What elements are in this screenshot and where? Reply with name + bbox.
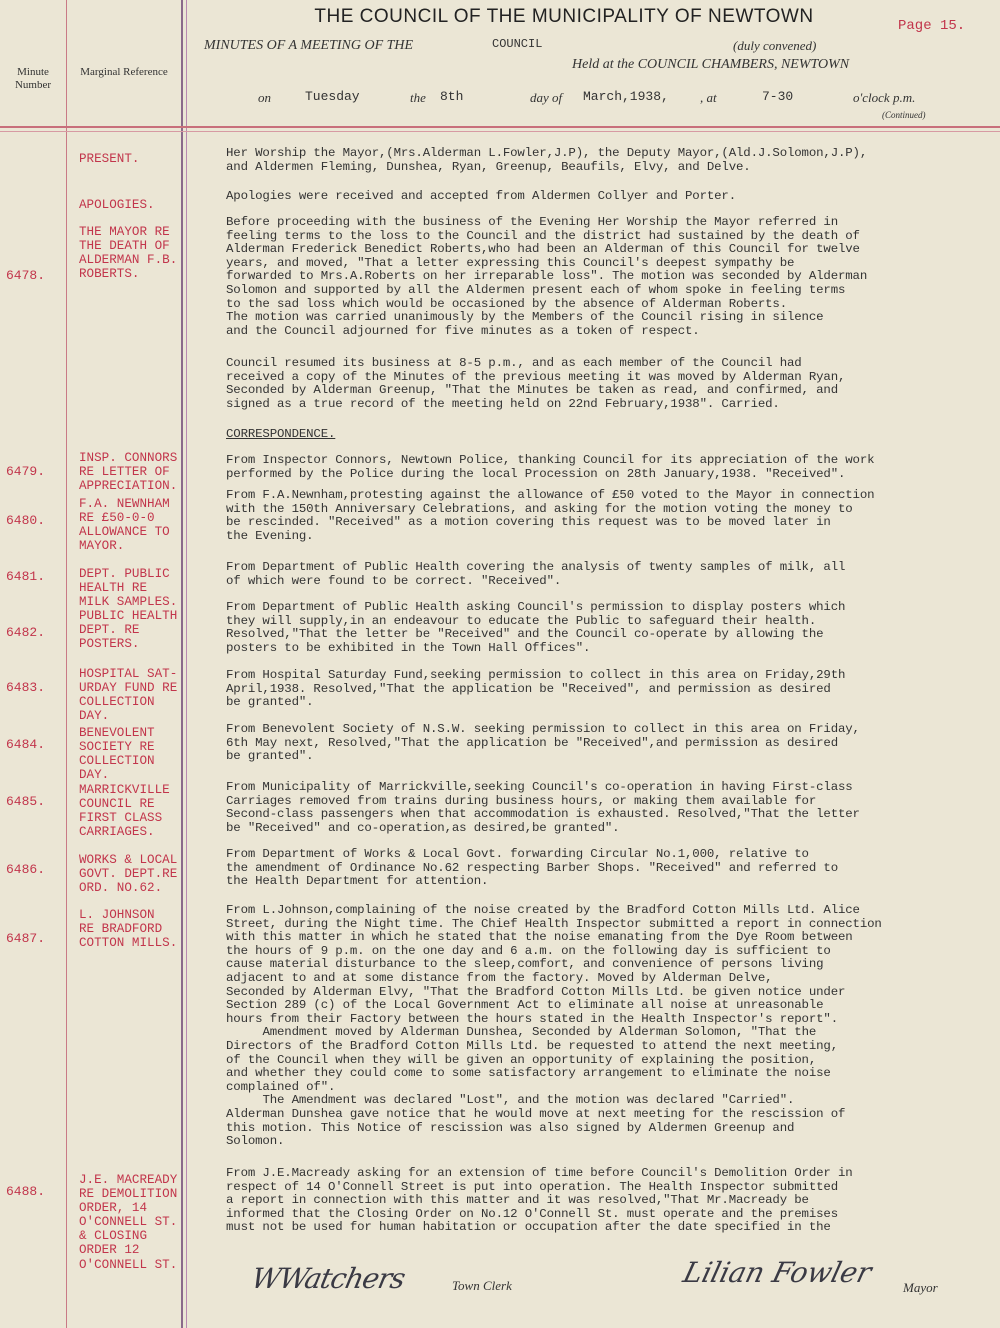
- minute-body: From L.Johnson,complaining of the noise created by the Bradford Cotton Mills Ltd. Alice Street, during the Night time. The Chief Health Inspector submitted a report in connection with this matter in which he stated that the noise emanating from the Dye Room between the hours of 9 p.m. on the one day and 6 a.m. on the following day is sufficient to cause material disturbance to the sleep,comfort, and convenience of persons living adjacent to and at some distance from the factory. Moved by Alderman Delve, Seconded by Alderman Elvy, "That the Bradford Cotton Mills Ltd. be given notice under Section 289 (c) of the Local Government Act to eliminate all noise at unreasonable hours from their Factory between the hours stated in the Health Inspector's report". Amendment moved by Alderman Dunshea, Seconded by Alderman Solomon, "That the Directors of the Bradford Cotton Mills Ltd. be requested to attend the next meeting, of the Council when they will be given an opportunity of explaining the position, and whether they could come to some satisfactory arrangement to eliminate the noise complained of". The Amendment was declared "Lost", and the motion was declared "Carried". Alderman Dunshea gave notice that he would move at next meeting for the rescission of this motion. This Notice of rescission was also signed by Aldermen Greenup and Solomon.: [226, 903, 882, 1149]
- marginal-reference: HOSPITAL SAT- URDAY FUND RE COLLECTION DAY.: [79, 667, 178, 724]
- meeting-date: 8th: [440, 89, 464, 104]
- page-title: THE COUNCIL OF THE MUNICIPALITY OF NEWTOWN: [314, 6, 814, 27]
- marginal-reference: BENEVOLENT SOCIETY RE COLLECTION DAY.: [79, 726, 155, 783]
- town-clerk-signature: WWatchers: [248, 1262, 408, 1295]
- minute-body: Council resumed its business at 8-5 p.m., and as each member of the Council had received a copy of the Minutes of the previous meeting it was moved by Alderman Ryan, Seconded by Alderman Greenup, "That the Minutes be taken as read, and confirmed, and signed as a true record of the meeting held on 22nd February,1938". Carried.: [226, 356, 846, 411]
- marginal-reference: PRESENT.: [79, 152, 140, 166]
- minute-body: Before proceeding with the business of the Evening Her Worship the Mayor referred in feeling terms to the loss to the Council and the district had sustained by the death of Alderman Frederick Benedict Roberts,who had been an Alderman of this Council for twelve years, and moved, "That a letter expressing this Council's deepest sympathy be forwarded to Mrs.A.Roberts on her irreparable loss". The motion was seconded by Alderman Solomon and supported by all the Aldermen present each of whom spoke in feeling terms to the sad loss which would be occasioned by the absence of Alderman Roberts. The motion was carried unanimously by the Members of the Council rising in silence and the Council adjourned for five minutes as a token of respect.: [226, 215, 868, 338]
- continued-label: (Continued): [882, 110, 926, 120]
- minute-number: 6481.: [6, 569, 46, 584]
- minute-column-rule: [66, 0, 67, 1328]
- minute-body: From J.E.Macready asking for an extension of time before Council's Demolition Order in respect of 14 O'Connell Street is put into operation. The Health Inspector submitted a report in connection with this matter and it was resolved,"That Mr.Macready be informed that the Closing Order on No.12 O'Connell St. must operate and the premises must not be used for human habitation or occupation after the date specified in the: [226, 1166, 853, 1235]
- meeting-time: 7-30: [762, 89, 794, 104]
- minute-body: Her Worship the Mayor,(Mrs.Alderman L.Fowler,J.P), the Deputy Mayor,(Ald.J.Solomon,J.P), and Aldermen Fleming, Dunshea, Ryan, Greenup, Beaufils, Elvy, and Delve.: [226, 146, 868, 174]
- minute-number: 6487.: [6, 931, 46, 946]
- marginal-reference: DEPT. PUBLIC HEALTH RE MILK SAMPLES.: [79, 567, 178, 610]
- oclock-label: o'clock p.m.: [853, 90, 916, 105]
- minute-body: Apologies were received and accepted from Aldermen Collyer and Porter.: [226, 189, 736, 203]
- minute-number: 6482.: [6, 625, 46, 640]
- minute-body: From Inspector Connors, Newtown Police, thanking Council for its appreciation of the work performed by the Police during the local Procession on 28th January,1938. "Received".: [226, 453, 875, 481]
- on-label: on: [258, 90, 271, 105]
- minute-body: From Municipality of Marrickville,seeking Council's co-operation in having First-class Carriages removed from trains during business hours, or making them available for Second-class passengers when that accommodation is exhausted. Resolved,"That the letter be "Received" and co-operation,as desired,be granted".: [226, 780, 860, 835]
- minute-body: From F.A.Newnham,protesting against the allowance of £50 voted to the Mayor in connection with the 150th Anniversary Celebrations, and asking for the motion voting the money to be rescinded. "Received" as a motion covering this request was to be moved later in the Evening.: [226, 488, 875, 543]
- meeting-type: COUNCIL: [492, 37, 543, 51]
- minute-number: 6486.: [6, 862, 46, 877]
- at-label: , at: [700, 90, 717, 105]
- held-at-label: Held at the COUNCIL CHAMBERS, NEWTOWN: [572, 57, 850, 72]
- marginal-reference: APOLOGIES.: [79, 198, 155, 212]
- marginal-reference: L. JOHNSON RE BRADFORD COTTON MILLS.: [79, 908, 178, 951]
- the-label: the: [410, 90, 426, 105]
- correspondence-heading: CORRESPONDENCE.: [226, 427, 336, 441]
- marginal-reference: WORKS & LOCAL GOVT. DEPT.RE ORD. NO.62.: [79, 853, 178, 896]
- minute-number-header: Minute Number: [14, 66, 52, 91]
- marginal-reference: F.A. NEWNHAM RE £50-0-0 ALLOWANCE TO MAYOR.: [79, 497, 170, 554]
- mayor-label: Mayor: [903, 1280, 938, 1295]
- marginal-reference: PUBLIC HEALTH DEPT. RE POSTERS.: [79, 609, 178, 652]
- town-clerk-label: Town Clerk: [452, 1278, 512, 1293]
- minute-body: From Department of Works & Local Govt. forwarding Circular No.1,000, relative to the amendment of Ordinance No.62 respecting Barber Shops. "Received" and referred to the Health Department for attention.: [226, 847, 838, 889]
- mayor-signature: Lilian Fowler: [679, 1256, 875, 1289]
- marginal-reference: THE MAYOR RE THE DEATH OF ALDERMAN F.B. ROBERTS.: [79, 225, 178, 282]
- header-rule-secondary: [0, 131, 1000, 132]
- day-of-label: day of: [530, 90, 563, 105]
- marginal-reference-header: Marginal Reference: [80, 66, 168, 78]
- marginal-reference: MARRICKVILLE COUNCIL RE FIRST CLASS CARRIAGES.: [79, 783, 170, 840]
- meeting-month-year: March,1938,: [583, 89, 669, 104]
- minute-body: From Benevolent Society of N.S.W. seeking permission to collect in this area on Friday, 6th May next, Resolved,"That the application be "Received",and permission as desired be granted".: [226, 722, 860, 764]
- minute-number: 6478.: [6, 268, 46, 283]
- minute-number: 6480.: [6, 513, 46, 528]
- minutes-of-label: MINUTES OF A MEETING OF THE: [204, 38, 414, 53]
- minute-body: From Department of Public Health covering the analysis of twenty samples of milk, all of which were found to be correct. "Received".: [226, 560, 846, 588]
- minute-number: 6484.: [6, 737, 46, 752]
- meeting-day: Tuesday: [305, 89, 360, 104]
- minute-number: 6483.: [6, 680, 46, 695]
- marginal-reference: J.E. MACREADY RE DEMOLITION ORDER, 14 O'CONNELL ST. & CLOSING ORDER 12 O'CONNELL ST.: [79, 1173, 178, 1272]
- minute-body: From Hospital Saturday Fund,seeking permission to collect in this area on Friday,29th April,1938. Resolved,"That the application be "Received", and permission as desired be granted".: [226, 668, 846, 710]
- minute-number: 6488.: [6, 1184, 46, 1199]
- minute-body: From Department of Public Health asking Council's permission to display posters which they will supply,in an endeavour to educate the Public to safeguard their health. Resolved,"That the letter be "Received" and the Council co-operate by allowing the posters to be exhibited in the Town Hall Offices".: [226, 600, 846, 655]
- header-rule: [0, 126, 1000, 128]
- page-number: Page 15.: [898, 18, 966, 34]
- minute-number: 6485.: [6, 794, 46, 809]
- duly-convened-label: (duly convened): [733, 38, 817, 53]
- marginal-reference: INSP. CONNORS RE LETTER OF APPRECIATION.: [79, 451, 178, 494]
- minute-number: 6479.: [6, 464, 46, 479]
